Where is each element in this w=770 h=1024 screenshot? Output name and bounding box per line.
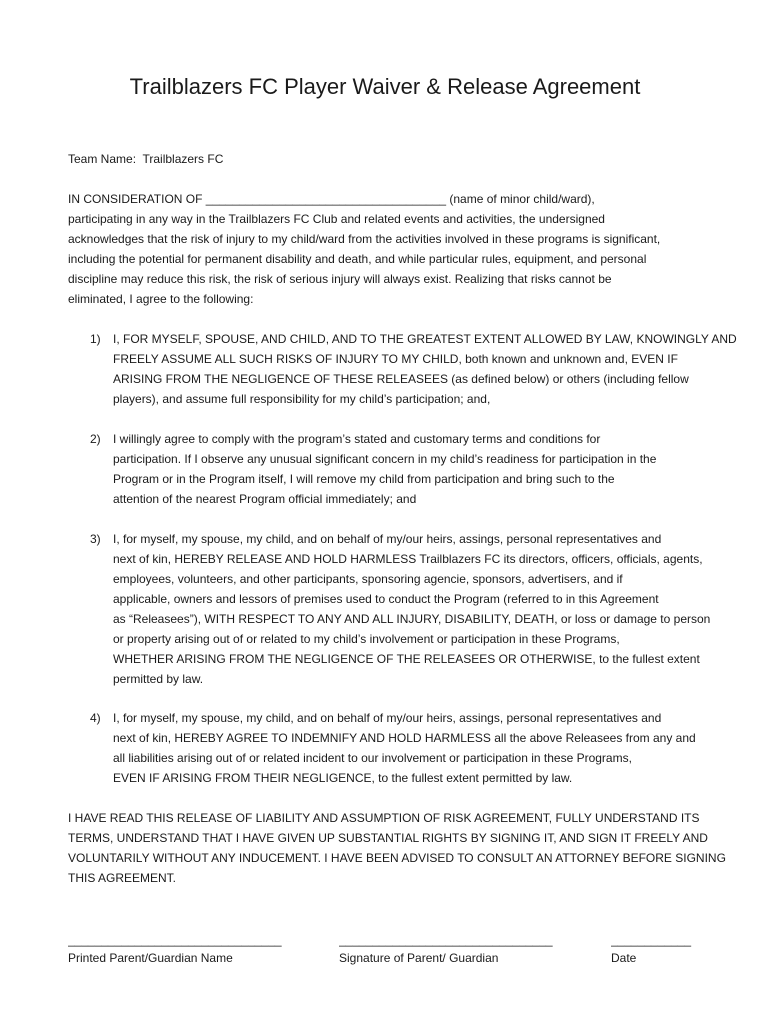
intro-line: discipline may reduce this risk, the risk of serious injury will always exist. Realizing that risks cannot be [68, 272, 612, 286]
item-line: I, for myself, my spouse, my child, and on behalf of my/our heirs, assings, personal representatives and [113, 532, 662, 546]
item-number: 3) [90, 532, 101, 546]
team-name-label: Team Name: [68, 152, 137, 166]
intro-paragraph [68, 189, 718, 309]
item-line: FREELY ASSUME ALL SUCH RISKS OF INJURY TO MY CHILD, both known and unknown and, EVEN IF [113, 352, 678, 366]
item-text [113, 529, 723, 689]
item-line: next of kin, HEREBY AGREE TO INDEMNIFY AND HOLD HARMLESS all the above Releasees from any and [113, 731, 696, 745]
signature-label: Signature of Parent/ Guardian [339, 951, 499, 965]
intro-line: including the potential for permanent disability and death, and while particular rules, equipment, and personal [68, 252, 647, 266]
item-line: attention of the nearest Program official immediately; and [113, 492, 417, 506]
date-line[interactable]: ____________ [611, 933, 692, 947]
acknowledgment-paragraph [68, 808, 726, 888]
printed-name-line[interactable]: ________________________________ [68, 933, 282, 947]
ack-line: VOLUNTARILY WITHOUT ANY INDUCEMENT. I HAVE BEEN ADVISED TO CONSULT AN ATTORNEY BEFORE SIGNING [68, 851, 726, 865]
item-text [113, 429, 723, 509]
item-line: EVEN IF ARISING FROM THEIR NEGLIGENCE, to the fullest extent permitted by law. [113, 771, 573, 785]
team-name-value: Trailblazers FC [142, 152, 224, 166]
intro-line: participating in any way in the Trailblazers FC Club and related events and activities, the undersigned [68, 212, 605, 226]
item-line: I, FOR MYSELF, SPOUSE, AND CHILD, AND TO THE GREATEST EXTENT ALLOWED BY LAW, KNOWINGLY AND [113, 332, 737, 346]
intro-line: eliminated, I agree to the following: [68, 292, 254, 306]
date-label: Date [611, 951, 637, 965]
item-line: employees, volunteers, and other participants, sponsoring agencie, sponsors, advertisers, and if [113, 572, 623, 586]
item-line: or property arising out of or related to my child’s involvement or participation in these Programs, [113, 632, 620, 646]
signature-line[interactable]: ________________________________ [339, 933, 553, 947]
ack-line: I HAVE READ THIS RELEASE OF LIABILITY AND ASSUMPTION OF RISK AGREEMENT, FULLY UNDERSTAND ITS [68, 811, 700, 825]
printed-name-label: Printed Parent/Guardian Name [68, 951, 233, 965]
item-line: I, for myself, my spouse, my child, and on behalf of my/our heirs, assings, personal representatives and [113, 711, 662, 725]
team-name-line [68, 150, 223, 168]
item-line: I willingly agree to comply with the program’s stated and customary terms and conditions for [113, 432, 601, 446]
item-number: 4) [90, 711, 101, 725]
ack-line: THIS AGREEMENT. [68, 871, 177, 885]
ack-line: TERMS, UNDERSTAND THAT I HAVE GIVEN UP SUBSTANTIAL RIGHTS BY SIGNING IT, AND SIGN IT FREELY AND [68, 831, 708, 845]
item-line: Program or in the Program itself, I will remove my child from participation and bring such to the [113, 472, 615, 486]
item-line: ARISING FROM THE NEGLIGENCE OF THESE RELEASEES (as defined below) or others (including fellow [113, 372, 689, 386]
intro-line: acknowledges that the risk of injury to my child/ward from the activities involved in these programs is significant, [68, 232, 661, 246]
item-line: participation. If I observe any unusual significant concern in my child’s readiness for participation in the [113, 452, 657, 466]
item-line: next of kin, HEREBY RELEASE AND HOLD HARMLESS Trailblazers FC its directors, officers, officials, agents, [113, 552, 703, 566]
item-line: all liabilities arising out of or related incident to our involvement or participation in these Programs, [113, 751, 632, 765]
item-number: 2) [90, 432, 101, 446]
item-line: applicable, owners and lessors of premises used to conduct the Program (referred to in this Agreement [113, 592, 659, 606]
item-line: permitted by law. [113, 672, 204, 686]
item-line: WHETHER ARISING FROM THE NEGLIGENCE OF THE RELEASEES OR OTHERWISE, to the fullest extent [113, 652, 700, 666]
document-title: Trailblazers FC Player Waiver & Release Agreement [129, 74, 641, 99]
item-text [113, 329, 737, 409]
intro-line: IN CONSIDERATION OF ____________________________________ (name of minor child/ward), [68, 192, 595, 206]
item-line: as “Releasees”), WITH RESPECT TO ANY AND ALL INJURY, DISABILITY, DEATH, or loss or damage to person [113, 612, 711, 626]
item-text [113, 708, 723, 788]
item-number: 1) [90, 332, 101, 346]
item-line: players), and assume full responsibility for my child’s participation; and, [113, 392, 491, 406]
